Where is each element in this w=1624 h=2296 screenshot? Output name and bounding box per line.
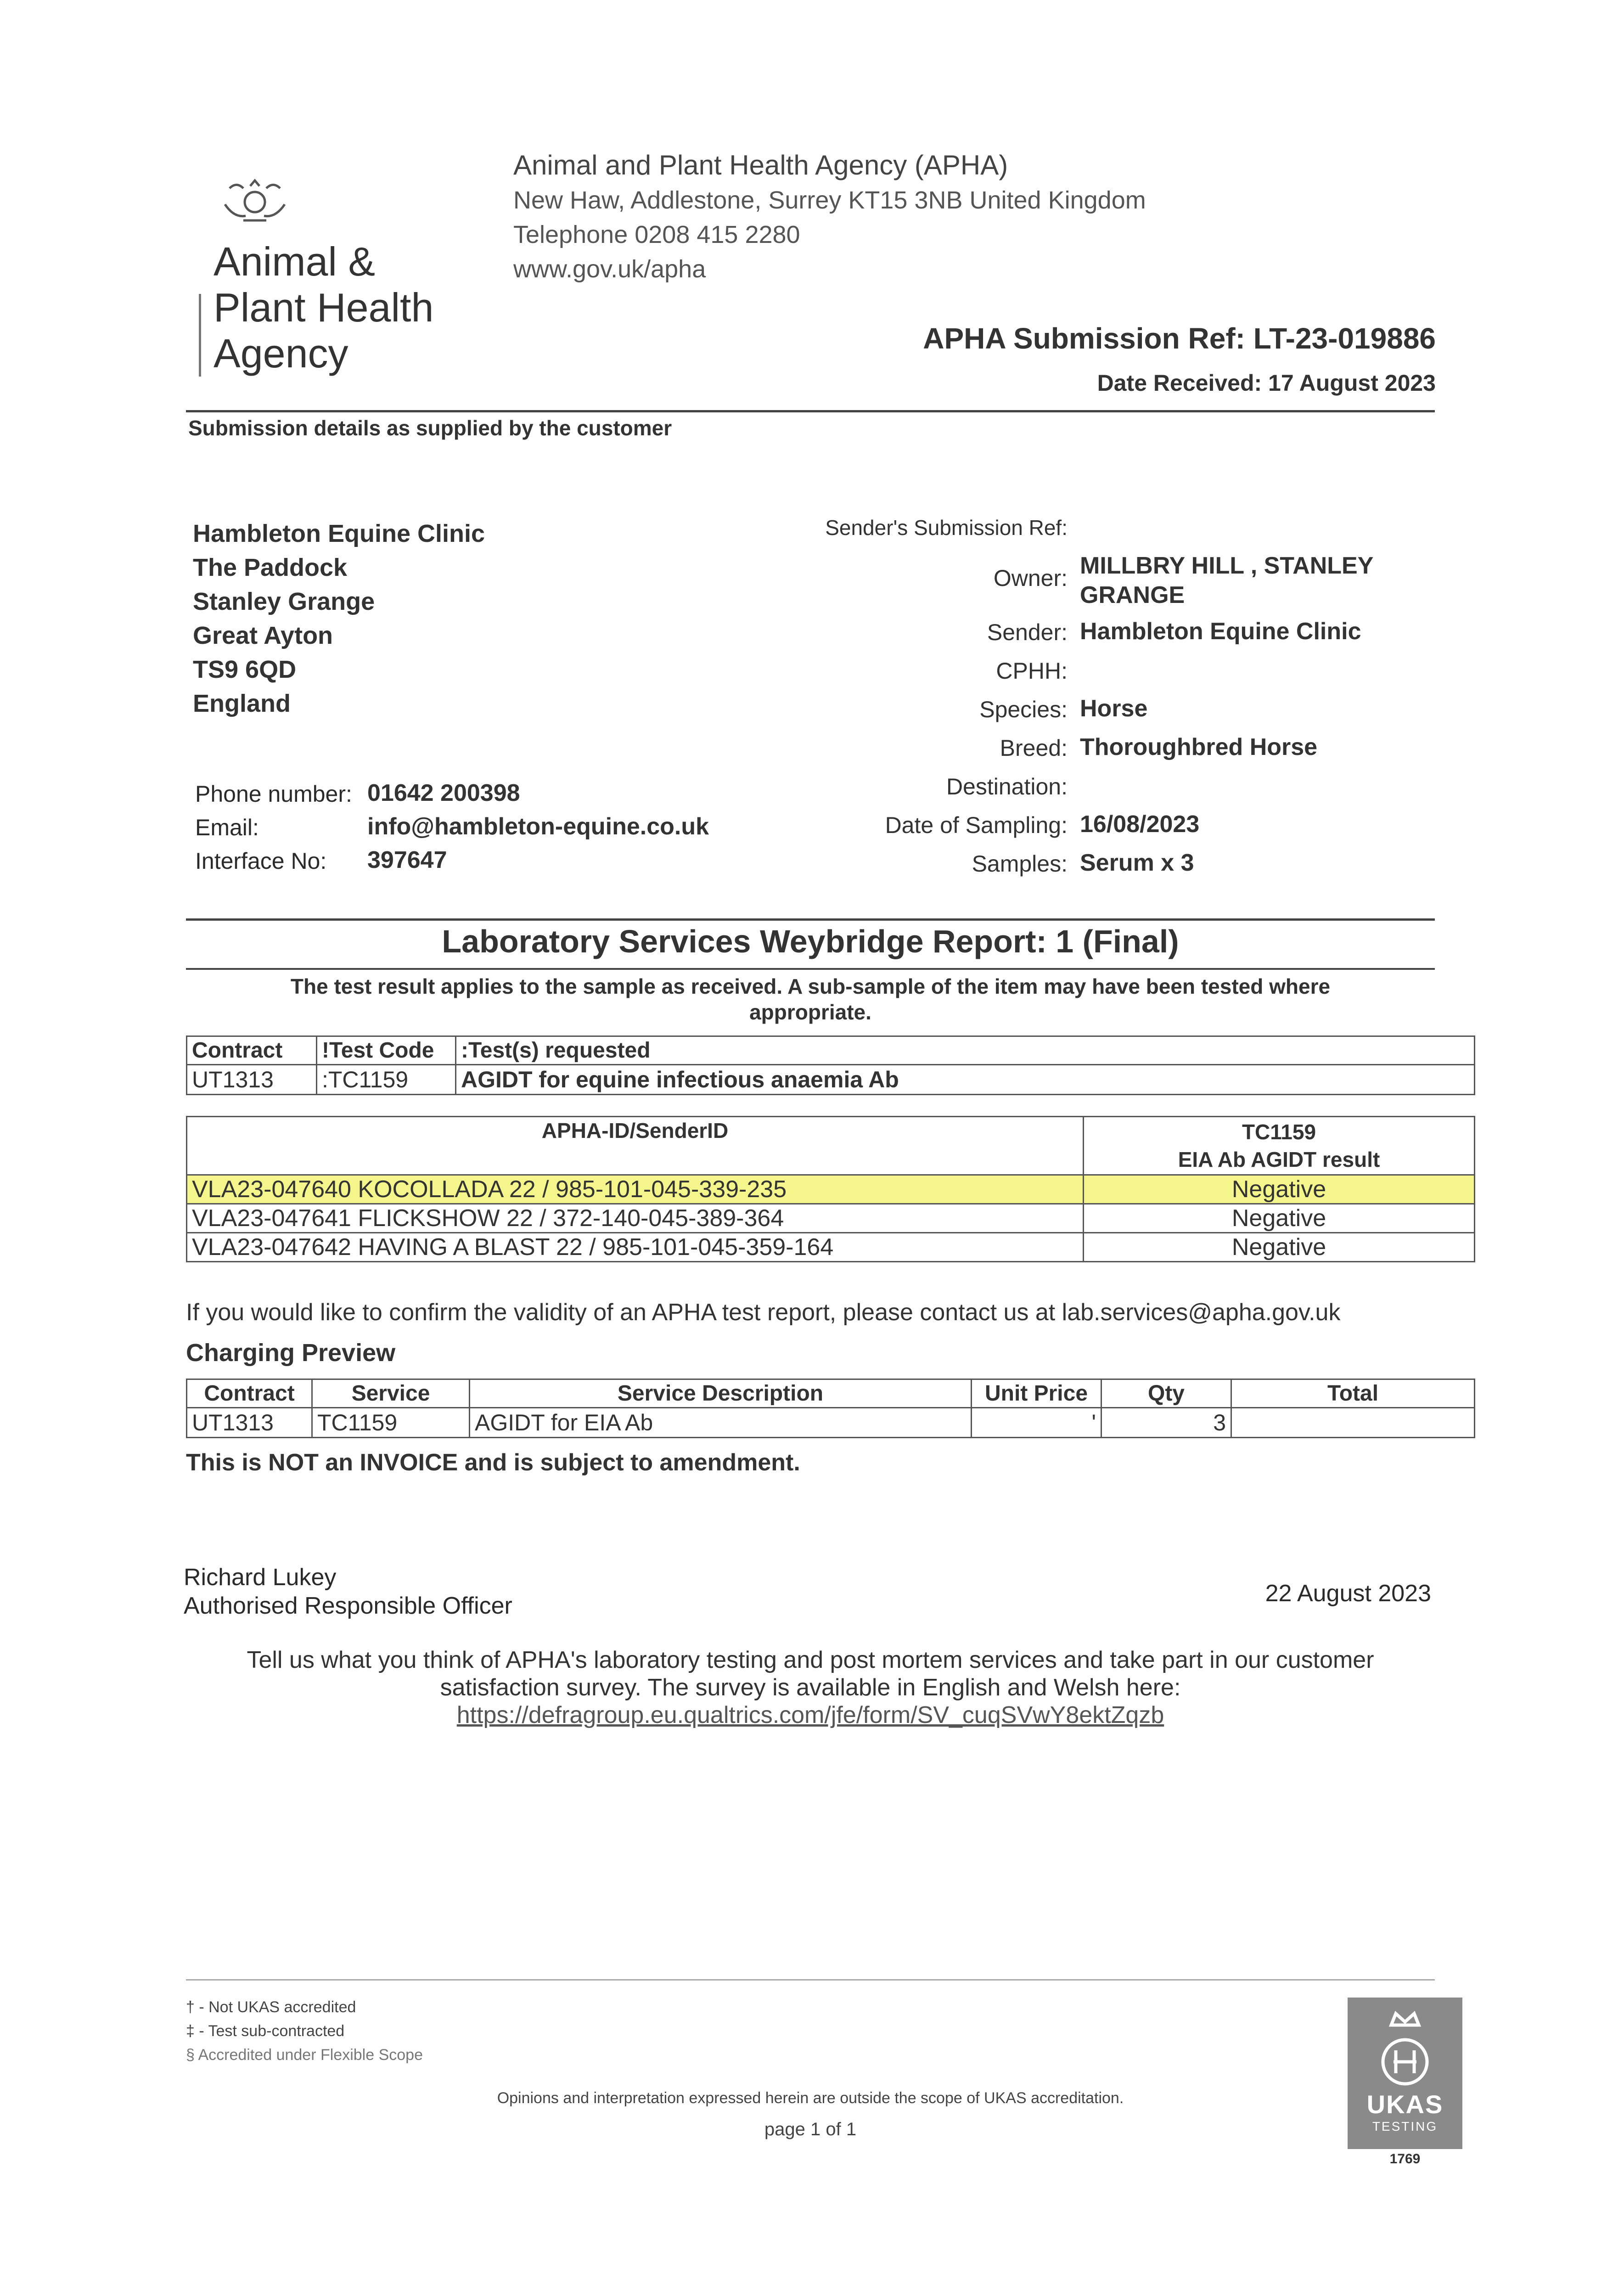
charging-service-header: Service: [312, 1379, 470, 1408]
header-rule: [186, 410, 1435, 412]
ukas-badge: [1348, 1998, 1462, 2149]
species-value: Horse: [1080, 695, 1148, 722]
survey-text: Tell us what you think of APHA's laboratory testing and post mortem services and take part in our customer satisfaction survey. The survey is available in English and Welsh here: https://defragroup.eu.qualtrics.com/jfe/form/SV_cuqSVwY8ektZqzb: [186, 1646, 1435, 1729]
charging-unit-price-header: Unit Price: [972, 1379, 1101, 1408]
charging-table: [186, 1379, 1475, 1438]
samples-value: Serum x 3: [1080, 850, 1194, 876]
invoice-disclaimer: This is NOT an INVOICE and is subject to amendment.: [186, 1449, 800, 1476]
charging-contract-cell: UT1313: [187, 1408, 312, 1438]
validity-note: If you would like to confirm the validity of an APHA test report, please contact us at lab.services@apha.gov.uk: [186, 1299, 1341, 1326]
species-label: Species:: [979, 697, 1068, 722]
apha-id-header: APHA-ID/SenderID: [187, 1117, 1084, 1175]
signature-date: 22 August 2023: [1265, 1580, 1431, 1607]
ukas-opinions-note: Opinions and interpretation expressed herein are outside the scope of UKAS accreditation.: [497, 2089, 1124, 2107]
sampling-label: Date of Sampling:: [885, 812, 1068, 838]
email-label: Email:: [195, 815, 259, 840]
customer-address: Hambleton Equine Clinic The Paddock Stanley Grange Great Ayton TS9 6QD England: [193, 520, 485, 717]
ukas-number: 1769: [1389, 2151, 1421, 2167]
charging-qty-header: Qty: [1101, 1379, 1231, 1408]
charging-total-header: Total: [1231, 1379, 1475, 1408]
sample-id-cell: VLA23-047641 FLICKSHOW 22 / 372-140-045-389-364: [187, 1204, 1084, 1233]
agency-logo-text: Animal & Plant Health Agency: [214, 239, 434, 376]
test-result-header: TC1159 EIA Ab AGIDT result: [1084, 1117, 1475, 1175]
contract-cell: UT1313: [187, 1065, 317, 1095]
interface-label: Interface No:: [195, 848, 327, 874]
report-title: Laboratory Services Weybridge Report: 1 (Final): [442, 923, 1179, 959]
table-header-row: [187, 1036, 1475, 1065]
table-row: [187, 1065, 1475, 1095]
breed-label: Breed:: [1000, 735, 1068, 761]
charging-heading: Charging Preview: [186, 1339, 396, 1367]
table-row: [187, 1175, 1475, 1204]
sender-label: Sender:: [987, 619, 1068, 645]
results-table: [186, 1116, 1475, 1262]
email-value: info@hambleton-equine.co.uk: [367, 813, 709, 840]
report-bottom-rule: [186, 968, 1435, 970]
result-cell: Negative: [1084, 1204, 1475, 1233]
table-row: [187, 1204, 1475, 1233]
sender-value: Hambleton Equine Clinic: [1080, 618, 1361, 645]
survey-link[interactable]: https://defragroup.eu.qualtrics.com/jfe/form/SV_cuqSVwY8ektZqzb: [456, 1702, 1164, 1728]
samples-label: Samples:: [972, 851, 1068, 877]
destination-label: Destination:: [946, 774, 1068, 799]
charging-description-header: Service Description: [470, 1379, 972, 1408]
sample-id-cell: VLA23-047640 KOCOLLADA 22 / 985-101-045-339-235: [187, 1175, 1084, 1204]
charging-qty-cell: 3: [1101, 1408, 1231, 1438]
page-number: page 1 of 1: [764, 2119, 857, 2139]
sampling-value: 16/08/2023: [1080, 811, 1200, 838]
senders-ref-label: Sender's Submission Ref:: [825, 516, 1068, 540]
table-header-row: [187, 1117, 1475, 1175]
agency-address: New Haw, Addlestone, Surrey KT15 3NB United Kingdom: [513, 186, 1146, 214]
charging-service-cell: TC1159: [312, 1408, 470, 1438]
contract-header: Contract: [187, 1036, 317, 1065]
interface-value: 397647: [367, 847, 447, 873]
agency-website: www.gov.uk/apha: [513, 255, 706, 283]
table-header-row: [187, 1379, 1475, 1408]
test-description-cell: AGIDT for equine infectious anaemia Ab: [456, 1065, 1475, 1095]
royal-crest-icon: [216, 177, 294, 232]
breed-value: Thoroughbred Horse: [1080, 734, 1318, 760]
agency-telephone: Telephone 0208 415 2280: [513, 221, 800, 248]
table-row: [187, 1408, 1475, 1438]
tests-requested-header: :Test(s) requested: [456, 1036, 1475, 1065]
footer-legend: † - Not UKAS accredited ‡ - Test sub-contracted § Accredited under Flexible Scope: [186, 1998, 423, 2064]
table-row: [187, 1233, 1475, 1262]
ukas-sub-label: TESTING: [1372, 2119, 1438, 2133]
charging-total-cell: [1231, 1408, 1475, 1438]
tests-requested-table: [186, 1035, 1475, 1095]
charging-description-cell: AGIDT for EIA Ab: [470, 1408, 972, 1438]
phone-value: 01642 200398: [367, 780, 520, 806]
charging-contract-header: Contract: [187, 1379, 312, 1408]
agency-full-name: Animal and Plant Health Agency (APHA): [513, 150, 1008, 180]
ukas-crown-icon: [1348, 1998, 1462, 2089]
phone-label: Phone number:: [195, 781, 352, 807]
result-cell: Negative: [1084, 1175, 1475, 1204]
report-note: The test result applies to the sample as received. A sub-sample of the item may have been tested where appropriate.: [290, 974, 1331, 1024]
owner-value: MILLBRY HILL , STANLEY GRANGE: [1080, 552, 1374, 608]
owner-label: Owner:: [993, 565, 1068, 591]
logo-divider: [199, 294, 201, 377]
test-code-cell: :TC1159: [317, 1065, 456, 1095]
signatory-name: Richard Lukey: [184, 1564, 337, 1591]
footer-rule: [186, 1979, 1435, 1981]
submission-ref: APHA Submission Ref: LT-23-019886: [923, 322, 1436, 355]
signatory-title: Authorised Responsible Officer: [184, 1593, 512, 1619]
report-top-rule: [186, 918, 1435, 921]
test-code-header: !Test Code: [317, 1036, 456, 1065]
charging-unit-price-cell: ': [972, 1408, 1101, 1438]
ukas-label: UKAS: [1366, 2090, 1444, 2119]
submission-details-heading: Submission details as supplied by the customer: [188, 416, 672, 440]
cphh-label: CPHH:: [996, 658, 1068, 684]
result-cell: Negative: [1084, 1233, 1475, 1262]
sample-id-cell: VLA23-047642 HAVING A BLAST 22 / 985-101-045-359-164: [187, 1233, 1084, 1262]
date-received: Date Received: 17 August 2023: [1097, 370, 1436, 396]
